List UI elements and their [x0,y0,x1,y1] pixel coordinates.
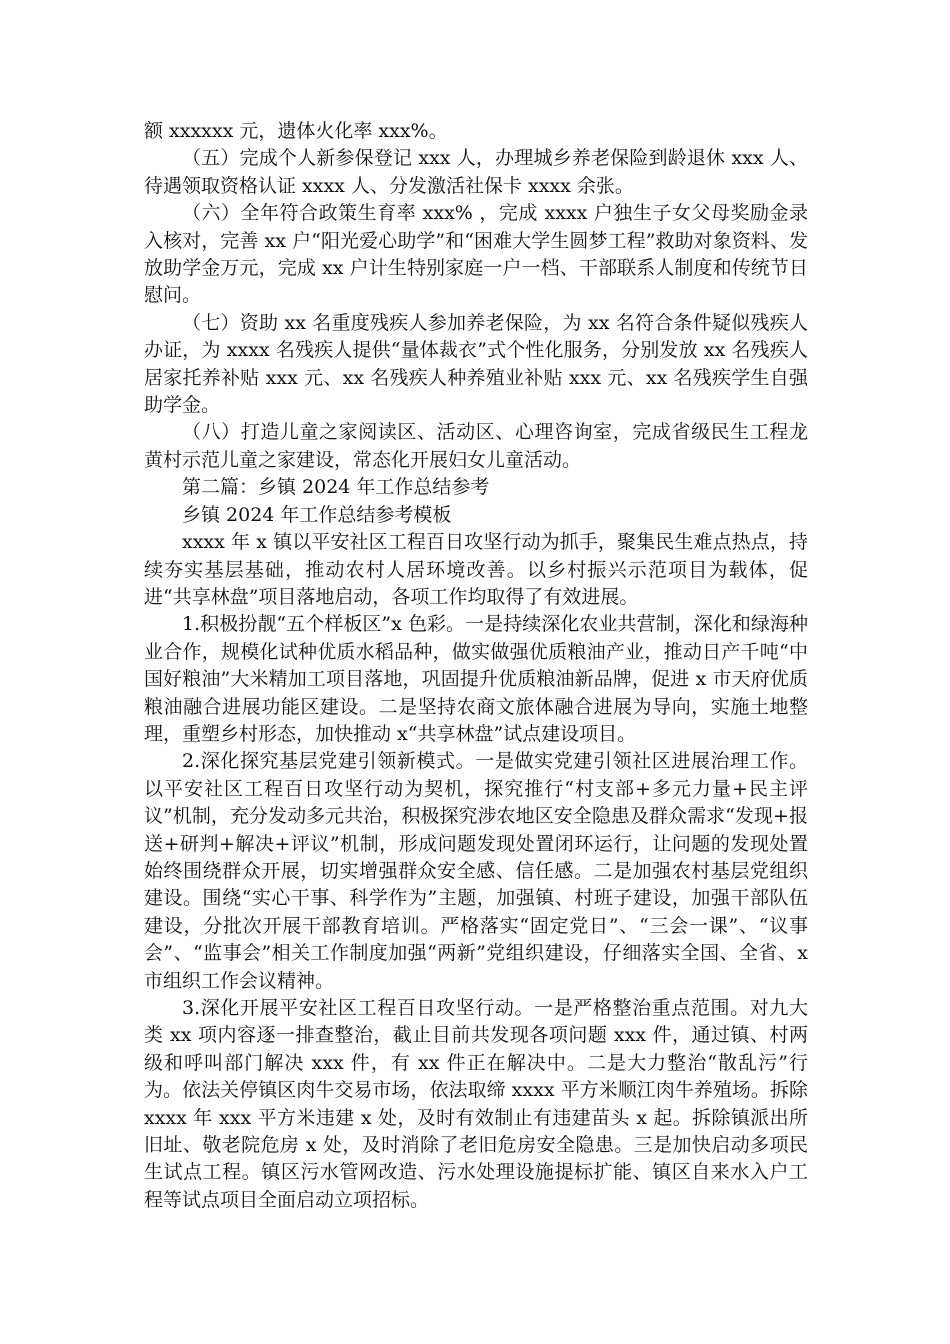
paragraph-point-3: 3.深化开展平安社区工程百日攻坚行动。一是严格整治重点范围。对九大类 xx 项内容逐一排查整治，截止目前共发现各项问题 xxx 件，通过镇、村两级和呼叫部门解决 xxx 件，有 xx 件正在解决中。二是大力整治“散乱污”行为。依法关停镇区肉牛交易市场，依法取缔 xxxx 平方米顺江肉牛养殖场。拆除 xxxx 年 xxx 平方米违建 x 处，及时有效制止有违建苗头 x 起。拆除镇派出所旧址、敬老院危房 x 处，及时消除了老旧危房安全隐患。三是加快启动多项民生试点工程。镇区污水管网改造、污水处理设施提标扩能、镇区自来水入户工程等试点项目全面启动立项招标。 [144,997,808,1211]
document-page [144,118,808,1214]
paragraph-item-8: （八）打造儿童之家阅读区、活动区、心理咨询室，完成省级民生工程龙黄村示范儿童之家建设，常态化开展妇女儿童活动。 [144,421,808,471]
paragraph-point-2: 2.深化探究基层党建引领新模式。一是做实党建引领社区进展治理工作。以平安社区工程百日攻坚行动为契机，探究推行“村支部+多元力量+民主评议”机制，充分发动多元共治，积极探究涉农地区安全隐患及群众需求“发现+报送+研判+解决+评议”机制，形成问题发现处置闭环运行，让问题的发现处置始终围绕群众开展，切实增强群众安全感、信任感。二是加强农村基层党组织建设。围绕“实心干事、科学作为”主题，加强镇、村班子建设，加强干部队伍建设，分批次开展干部教育培训。严格落实“固定党日”、“三会一课”、“议事会”、“监事会”相关工作制度加强“两新”党组织建设，仔细落实全国、全省、x 市组织工作会议精神。 [144,750,808,992]
paragraph-intro: xxxx 年 x 镇以平安社区工程百日攻坚行动为抓手，聚集民生难点热点，持续夯实基层基础，推动农村人居环境改善。以乡村振兴示范项目为载体，促进“共享林盘”项目落地启动，各项工作均取得了有效进展。 [144,531,808,608]
paragraph-item-6: （六）全年符合政策生育率 xxx% ，完成 xxxx 户独生子女父母奖励金录入核对，完善 xx 户“阳光爱心助学”和“困难大学生圆梦工程”救助对象资料、发放助学金万元，完成 xx 户计生特别家庭一户一档、干部联系人制度和传统节日慰问。 [144,202,808,307]
section-heading: 第二篇：乡镇 2024 年工作总结参考 [182,476,490,499]
paragraph-point-1: 1.积极扮靓“五个样板区”x 色彩。一是持续深化农业共营制，深化和绿海种业合作，规模化试种优质水稻品种，做实做强优质粮油产业，推动日产千吨“中国好粮油”大米精加工项目落地，巩固提升优质粮油新品牌，促进 x 市天府优质粮油融合进展功能区建设。二是坚持农商文旅体融合进展为导向，实施土地整理，重塑乡村形态，加快推动 x“共享林盘”试点建设项目。 [144,613,808,745]
paragraph-item-7: （七）资助 xx 名重度残疾人参加养老保险，为 xx 名符合条件疑似残疾人办证，为 xxxx 名残疾人提供“量体裁衣”式个性化服务，分别发放 xx 名残疾人居家托养补贴 xxx 元、xx 名残疾人种养殖业补贴 xxx 元、xx 名残疾学生自强助学金。 [144,311,808,417]
section-subheading: 乡镇 2024 年工作总结参考模板 [182,503,452,526]
paragraph-funeral: 额 xxxxxx 元，遗体火化率 xxx%。 [144,120,448,142]
paragraph-item-5: （五）完成个人新参保登记 xxx 人，办理城乡养老保险到龄退休 xxx 人、待遇领取资格认证 xxxx 人、分发激活社保卡 xxxx 余张。 [144,147,808,197]
